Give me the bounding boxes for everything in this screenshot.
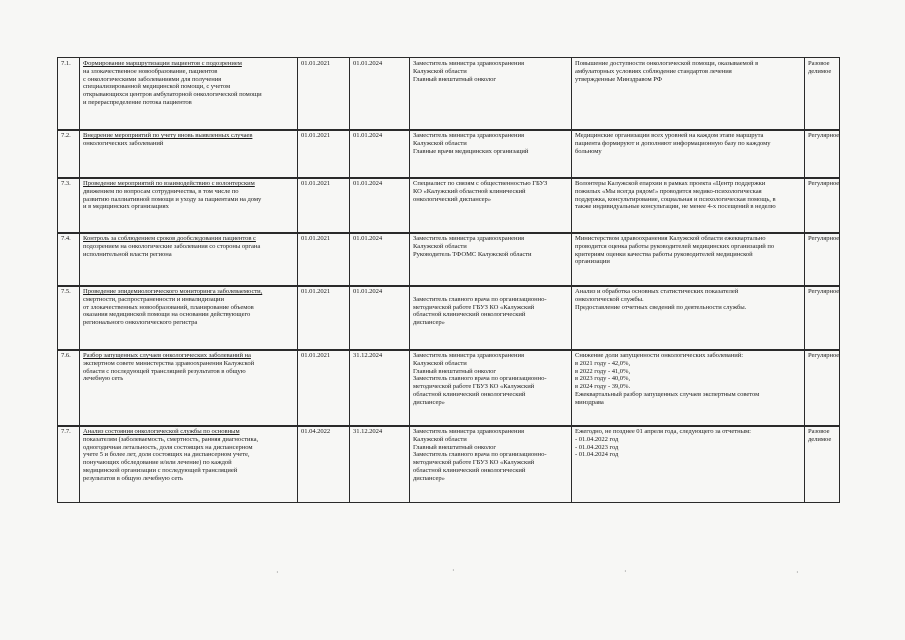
- table-row: [57, 425, 840, 503]
- start-date: 01.01.2021: [297, 178, 349, 233]
- activity-name: Разбор запущенных случаев онкологических заболеваний на экспертном совете министерства здравоохранения Калужской области с последующей трансляцией результатов в общую лечебную сеть: [79, 350, 297, 426]
- row-number: 7.4.: [57, 233, 79, 286]
- frequency: Разовое делимое: [804, 58, 840, 130]
- table-row: [57, 57, 840, 131]
- row-number: 7.3.: [57, 178, 79, 233]
- frequency: Регулярное: [804, 350, 840, 426]
- frequency: Регулярное: [804, 178, 840, 233]
- activity-name: Проведение мероприятий по взаимодействию с волонтерским движением по вопросам сотрудничества, в том числе по развитию паллиативной помощи и уходу за пациентами на дому и в медицинских организациях: [79, 178, 297, 233]
- scan-speck: ·: [452, 566, 455, 575]
- activity-name: Формирование маршрутизации пациентов с подозрением на злокачественное новообразование, пациентов с онкологическими заболеваниями для получения специализированной медицинской помощи, с учетом открывающихся центров амбулаторной онкологической помощи и перераспределение потока пациентов: [79, 58, 297, 130]
- scan-speck: ·: [276, 568, 279, 577]
- expected-result: Повышение доступности онкологической помощи, оказываемой в амбулаторных условиях соблюдение стандартов лечения утвержденные Минздравом РФ: [571, 58, 804, 130]
- responsible-executor: Заместитель министра здравоохранения Калужской области Главный внештатный онколог Заместитель главного врача по организационно- методической работе ГБУЗ КО «Калужский областной клинический онкологический диспансер»: [409, 350, 571, 426]
- responsible-executor: Заместитель министра здравоохранения Калужской области Главные врачи медицинских организаций: [409, 130, 571, 178]
- scan-speck: ·: [624, 567, 627, 576]
- frequency: Регулярное: [804, 286, 840, 350]
- start-date: 01.01.2021: [297, 58, 349, 130]
- responsible-executor: Заместитель министра здравоохранения Калужской области Руководитель ТФОМС Калужской области: [409, 233, 571, 286]
- responsible-executor: Заместитель министра здравоохранения Калужской области Главный внештатный онколог: [409, 58, 571, 130]
- responsible-executor: Специалист по связям с общественностью ГБУЗ КО «Калужский областной клинический онкологический диспансер»: [409, 178, 571, 233]
- end-date: 01.01.2024: [349, 286, 409, 350]
- activity-name: Внедрение мероприятий по учету вновь выявленных случаев онкологических заболеваний: [79, 130, 297, 178]
- expected-result: Анализ и обработка основных статистических показателей онкологической службы. Предоставление отчетных сведений по деятельности службы.: [571, 286, 804, 350]
- end-date: 01.01.2024: [349, 130, 409, 178]
- end-date: 31.12.2024: [349, 426, 409, 502]
- table-row: [57, 285, 840, 351]
- expected-result: Волонтеры Калужской епархии в рамках проекта «Центр поддержки пожилых «Мы всегда рядом!» проводится медико-психологическая поддержка, консультирование, социальная и психологическая помощь, в также индивидуальные консультации, не менее 4-х посещений в неделю: [571, 178, 804, 233]
- table-row: [57, 232, 840, 287]
- activity-name: Анализ состояния онкологической службы по основным показателям (заболеваемость, смертность, ранняя диагностика, одногодичная летальность, доля состоящих на диспансерном учете 5 и более лет, доля состоящих на диспансерном учете, понучающих обследование и/или лечение) по каждой медицинской организации с последующей трансляцией результатов в общую лечебную сеть: [79, 426, 297, 502]
- start-date: 01.01.2021: [297, 286, 349, 350]
- table-row: [57, 129, 840, 179]
- responsible-executor: Заместитель главного врача по организационно- методической работе ГБУЗ КО «Калужский областной клинический онкологический диспансер»: [409, 286, 571, 350]
- end-date: 01.01.2024: [349, 58, 409, 130]
- row-number: 7.6.: [57, 350, 79, 426]
- row-number: 7.2.: [57, 130, 79, 178]
- frequency: Разовое делимое: [804, 426, 840, 502]
- end-date: 01.01.2024: [349, 178, 409, 233]
- table-row: [57, 177, 840, 234]
- frequency: Регулярное: [804, 130, 840, 178]
- expected-result: Медицинские организации всех уровней на каждом этапе маршрута пациента формируют и дополняют информационную базу по каждому больному: [571, 130, 804, 178]
- end-date: 31.12.2024: [349, 350, 409, 426]
- row-number: 7.7.: [57, 426, 79, 502]
- expected-result: Министерством здравоохранения Калужской области ежеквартально проводится оценка работы руководителей медицинских организаций по критериям оценки качества работы руководителей медицинской организации: [571, 233, 804, 286]
- end-date: 01.01.2024: [349, 233, 409, 286]
- frequency: Регулярное: [804, 233, 840, 286]
- row-number: 7.5.: [57, 286, 79, 350]
- table-row: [57, 349, 840, 427]
- activity-name: Проведение эпидемиологического мониторинга заболеваемости, смертности, распространенности и инвалидизации от злокачественных новообразований, планирование объемов оказания медицинской помощи на основании действующего регионального онкологического регистра: [79, 286, 297, 350]
- responsible-executor: Заместитель министра здравоохранения Калужской области Главный внештатный онколог Заместитель главного врача по организационно- методической работе ГБУЗ КО «Калужский областной клинический онкологический диспансер»: [409, 426, 571, 502]
- row-number: 7.1.: [57, 58, 79, 130]
- start-date: 01.01.2021: [297, 350, 349, 426]
- start-date: 01.01.2021: [297, 233, 349, 286]
- expected-result: Снижение доли запущенности онкологических заболеваний: в 2021 году - 42,0%, в 2022 году - 41,0%, в 2023 году - 40,0%, в 2024 году - 39,0%. Ежеквартальный разбор запущенных случаев экспертным советом минздрава: [571, 350, 804, 426]
- start-date: 01.01.2021: [297, 130, 349, 178]
- expected-result: Ежегодно, не позднее 01 апреля года, следующего за отчетным: - 01.04.2022 год - 01.04.2023 год - 01.04.2024 год: [571, 426, 804, 502]
- scan-speck: ·: [796, 568, 799, 577]
- activity-name: Контроль за соблюдением сроков дообследования пациентов с подозрением на онкологические заболевания со стороны органа исполнительной власти региона: [79, 233, 297, 286]
- start-date: 01.04.2022: [297, 426, 349, 502]
